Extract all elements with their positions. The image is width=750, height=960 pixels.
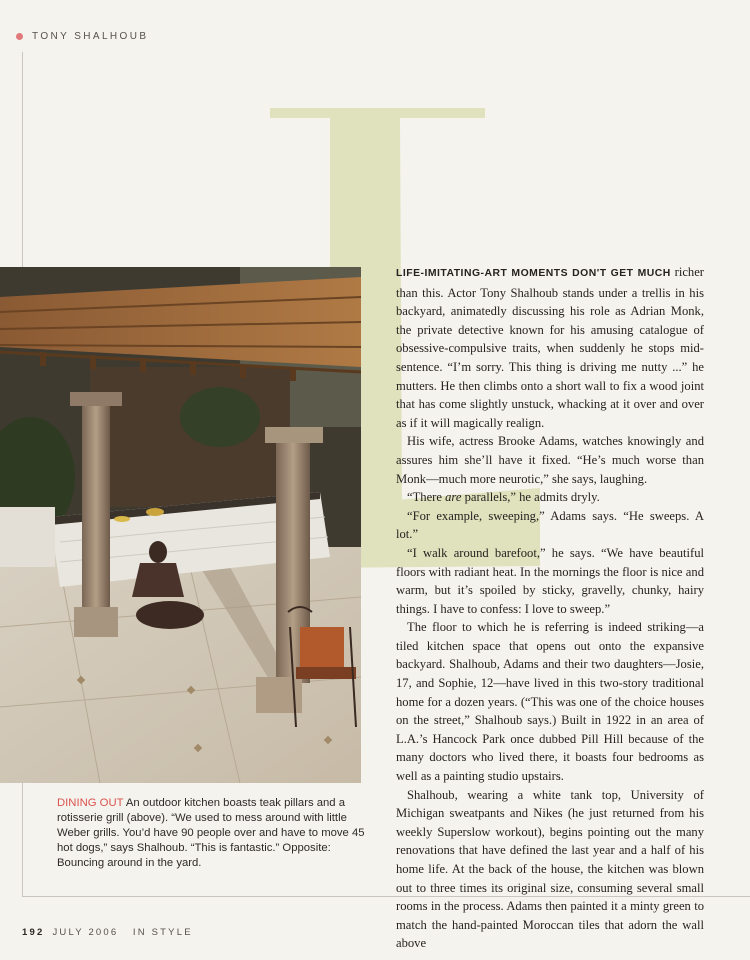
caption-lead: DINING OUT <box>57 797 124 809</box>
article-paragraph: The floor to which he is referring is indeed striking—a tiled kitchen space that opens out onto the expansive backyard. Shalhoub, Adams and their two daughters—Josie, 17, and Sophie, 12—have lived in this two-story traditional home for a dozen years. (“This was one of the choice houses on the street,” Shalhoub says.) Built in 1922 in an area of L.A.’s Hancock Park once dubbed Pill Hill because of the many doctors who lived there, it boasts four bedrooms as well as a painting studio upstairs. <box>396 620 704 784</box>
patio-photo <box>0 267 361 783</box>
page-footer <box>22 927 193 938</box>
article-paragraph <box>396 263 704 432</box>
article-paragraph: Shalhoub, wearing a white tank top, University of Michigan sweatpants and Nikes (he just returned from his weekly Superslow workout), begins pointing out the many renovations that have defined the last year and a half of his home life. At the back of the house, the kitchen was blown out to three times its original size, consuming several small rooms in the process. Adams then painted it a minty green to match the hand-painted Moroccan tiles that adorn the wall above <box>396 787 704 951</box>
issue-label: JULY 2006 IN STYLE <box>52 927 193 938</box>
section-label: TONY SHALHOUB <box>32 31 149 42</box>
article-paragraph: “I walk around barefoot,” he says. “We have beautiful floors with radiant heat. In the mornings the floor is nice and warm, but it’s spoiled by sticky, gravelly, chunky, hairy things. I have to confess: I love to sweep.” <box>396 545 704 616</box>
lead-text: richer than this. Actor Tony Shalhoub stands under a trellis in his backyard, animatedly discussing his role as Adrian Monk, the private detective known for his amusing catalogue of obsessive-compulsive traits, when suddenly he stops mid-sentence. “I’m sorry. This thing is driving me nutty ...” he mutters. He then climbs onto a short wall to fix a wood joint that has come slightly unstuck, whacking at it over and over as if it will magically realign. <box>396 265 704 430</box>
quote-text: “There <box>407 490 446 505</box>
lead-in: LIFE-IMITATING-ART MOMENTS DON'T GET MUCH <box>396 268 671 279</box>
caption-text: An outdoor kitchen boasts teak pillars and a rotisserie grill (above). “We used to mess around with little Weber grills. You’d have 90 people over and have to move 45 hot dogs,” says Shalhoub. “This is fantastic.” Opposite: Bouncing around in the yard. <box>57 797 365 869</box>
article-paragraph <box>396 488 704 507</box>
bullet-dot <box>16 33 23 40</box>
article-body <box>396 263 704 953</box>
photo-caption <box>57 796 367 871</box>
quote-text: parallels,” he admits dryly. <box>461 490 600 505</box>
emphasis-text: are <box>445 490 462 505</box>
article-paragraph: His wife, actress Brooke Adams, watches knowingly and assures him she’ll have it fixed. “He’s much worse than Monk—much more neurotic,” she says, laughing. <box>396 434 704 486</box>
page-number: 192 <box>22 927 45 938</box>
section-header <box>16 31 148 42</box>
article-paragraph: “For example, sweeping,” Adams says. “He sweeps. A lot.” <box>396 508 704 542</box>
